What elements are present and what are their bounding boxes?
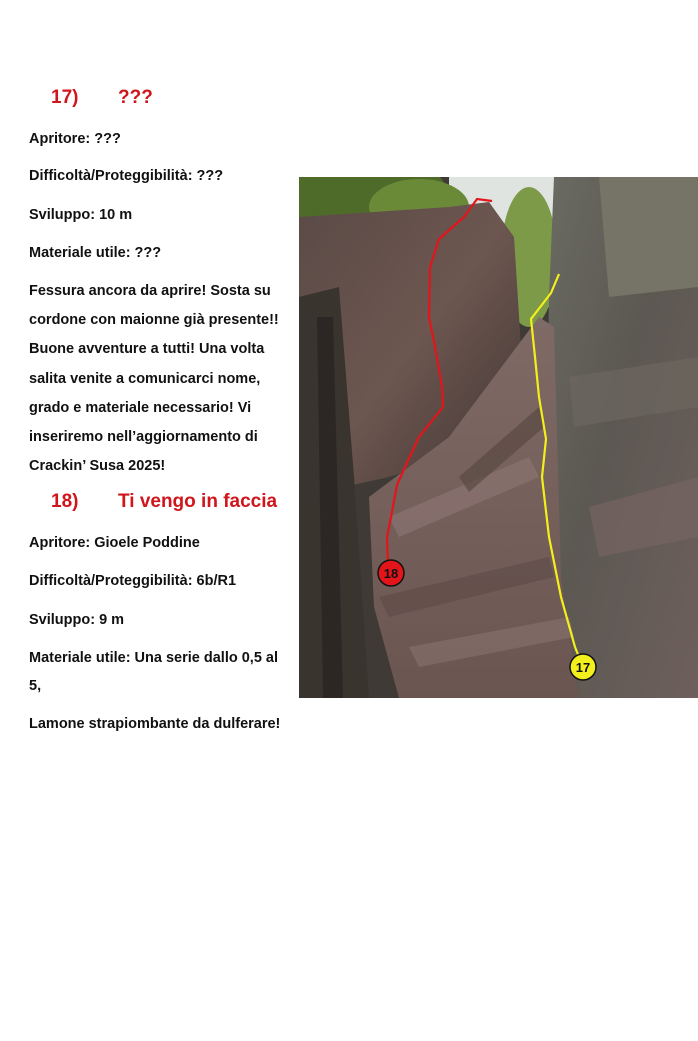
route-18-difficolta: Difficoltà/Proteggibilità: 6b/R1	[29, 573, 237, 589]
description-line: Crackin’ Susa 2025!	[29, 458, 166, 475]
route-18-materiale-line-1: Materiale utile: Una serie dallo 0,5 al	[29, 650, 279, 666]
route-18-marker	[378, 560, 404, 586]
route-18-heading	[51, 491, 278, 513]
route-17-materiale: Materiale utile: ???	[29, 245, 162, 261]
description-line: Buone avventure a tutti! Una volta	[29, 341, 265, 358]
route-18-number: 18)	[51, 491, 79, 512]
topo-photo-illustration	[299, 177, 698, 698]
route-17-number: 17)	[51, 87, 79, 108]
route-17-marker-label: 17	[575, 660, 591, 675]
route-17-sviluppo: Sviluppo: 10 m	[29, 207, 133, 223]
route-17-name: ???	[118, 87, 153, 108]
route-17-heading	[51, 87, 153, 109]
description-line: cordone con maionne già presente!!	[29, 312, 279, 329]
description-line: Fessura ancora da aprire! Sosta su	[29, 283, 271, 299]
description-line: salita venite a comunicarci nome,	[29, 370, 261, 387]
description-line: grado e materiale necessario! Vi	[29, 399, 252, 416]
topo-photo	[299, 177, 698, 698]
route-18-apritore: Apritore: Gioele Poddine	[29, 535, 200, 551]
route-18-materiale-line-2: 5,	[29, 678, 42, 694]
route-17-apritore: Apritore: ???	[29, 131, 121, 147]
route-18-marker-label: 18	[383, 566, 399, 581]
route-17-description	[29, 277, 291, 481]
route-18-sviluppo: Sviluppo: 9 m	[29, 612, 125, 628]
route-17-difficolta: Difficoltà/Proteggibilità: ???	[29, 168, 224, 184]
route-17-marker	[570, 654, 596, 680]
route-18-note: Lamone strapiombante da dulferare!	[29, 716, 281, 732]
route-18-name: Ti vengo in faccia	[118, 491, 278, 512]
description-line: inseriremo nell’aggiornamento di	[29, 429, 258, 446]
